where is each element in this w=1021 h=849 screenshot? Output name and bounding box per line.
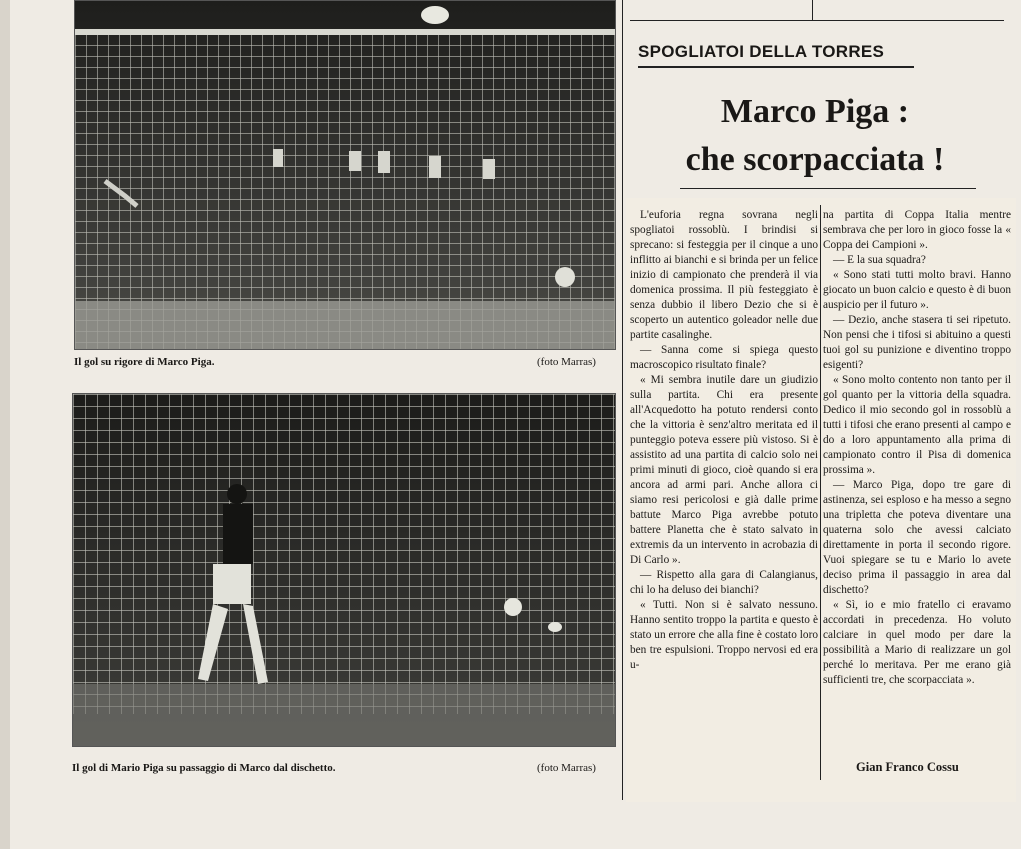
column-divider-left (622, 0, 623, 800)
paragraph: « Sì, io e mio fratello ci eravamo accordati in precedenza. Ho voluto calciare in quel modo per dare la possibilità a Mario di realizzare un gol perché lo meritava. Per me erano già sufficienti tre, che scorpacciata ». (823, 599, 1011, 686)
photo-credit-2: (foto Marras) (537, 762, 596, 774)
paragraph: — Rispetto alla gara di Calangianus, chi lo ha deluso dei bianchi? (630, 569, 818, 596)
paragraph: « Mi sembra inutile dare un giudizio sulla partita. Chi era presente all'Acquedotto ha potuto rendersi conto che la vittoria è senz'altro meritata ed il punteggio poteva essere più vistoso. Si è assistito ad una partita di calcio solo nei primi minuti di gioco, cioè quando si era ancora ad armi pari. Anche allora ci siamo resi pericolosi e già dalle prime battute Marco Piga avrebbe potuto battere Planetta che è stato salvato in extremis da un intervento in acrobazia di Di Carlo ». (630, 374, 818, 566)
top-box-rule (630, 20, 1004, 21)
photo-top (74, 0, 616, 350)
photo-caption-1: Il gol su rigore di Marco Piga. (74, 356, 215, 368)
headline-line-1: Marco Piga : (720, 93, 910, 130)
paragraph: — Marco Piga, dopo tre gare di astinenza, sei esploso e ha messo a segno una tripletta che poteva diventare una quaterna solo che avessi calciato direttamente in porta il secondo rigore. Vuoi spiegare se tu e Mario lo avete deciso prima il passaggio in area dal dischetto? (823, 479, 1011, 596)
paragraph: — E la sua squadra? (833, 254, 926, 266)
paragraph: na partita di Coppa Italia mentre sembrava che per loro in gioco fosse la « Coppa dei Campioni ». (823, 209, 1011, 251)
paragraph: « Tutti. Non si è salvato nessuno. Hanno sentito troppo la partita e questo è stato un errore che alla fine è costato loro ben tre espulsioni. Troppo nervosi ed era u- (630, 599, 818, 671)
paragraph: « Sono molto contento non tanto per il gol quanto per la vittoria della squadra. Dedico il mio secondo gol in rossoblù a tutti i tifosi che erano presenti al campo e do a loro appuntamento alla prima di campionato contro il Pisa di domenica prossima ». (823, 374, 1011, 476)
paragraph: « Sono stati tutti molto bravi. Hanno giocato un buon calcio e questo è di buon auspicio per il futuro ». (823, 269, 1011, 311)
kicker-rule (638, 66, 914, 68)
article-byline: Gian Franco Cossu (856, 760, 959, 774)
paragraph: — Sanna come si spiega questo macroscopico risultato finale? (630, 344, 818, 371)
goal-net-photo-2 (73, 394, 615, 746)
paragraph: L'euforia regna sovrana negli spogliatoi rossoblù. I brindisi si sprecano: si festeggia per il cinque a uno inflitto ai bianchi e si brinda per un felice inizio di campionato che prenderà il via domenica prossima. Il più festeggiato è senza dubbio il libero Dezio che si è scoperto un autentico goleador nelle due partite casalinghe. (630, 209, 818, 341)
headline-rule (680, 188, 976, 189)
photo-caption-2: Il gol di Mario Piga su passaggio di Marco dal dischetto. (72, 762, 336, 774)
photo-credit-1: (foto Marras) (537, 356, 596, 368)
article-column-1 (630, 208, 818, 673)
goal-net-photo-1 (75, 1, 615, 349)
photo-bottom (72, 393, 616, 747)
column-divider-center (820, 205, 821, 780)
paragraph: — Dezio, anche stasera ti sei ripetuto. Non pensi che i tifosi si abituino a questi tuoi gol su punizione e diventino troppo esigenti? (823, 314, 1011, 371)
page-edge (0, 0, 10, 849)
article-headline (630, 88, 1000, 184)
article-column-2 (823, 208, 1011, 688)
article-kicker: SPOGLIATOI DELLA TORRES (638, 42, 885, 61)
headline-line-2: che scorpacciata ! (685, 141, 945, 178)
top-box-divider (812, 0, 813, 20)
